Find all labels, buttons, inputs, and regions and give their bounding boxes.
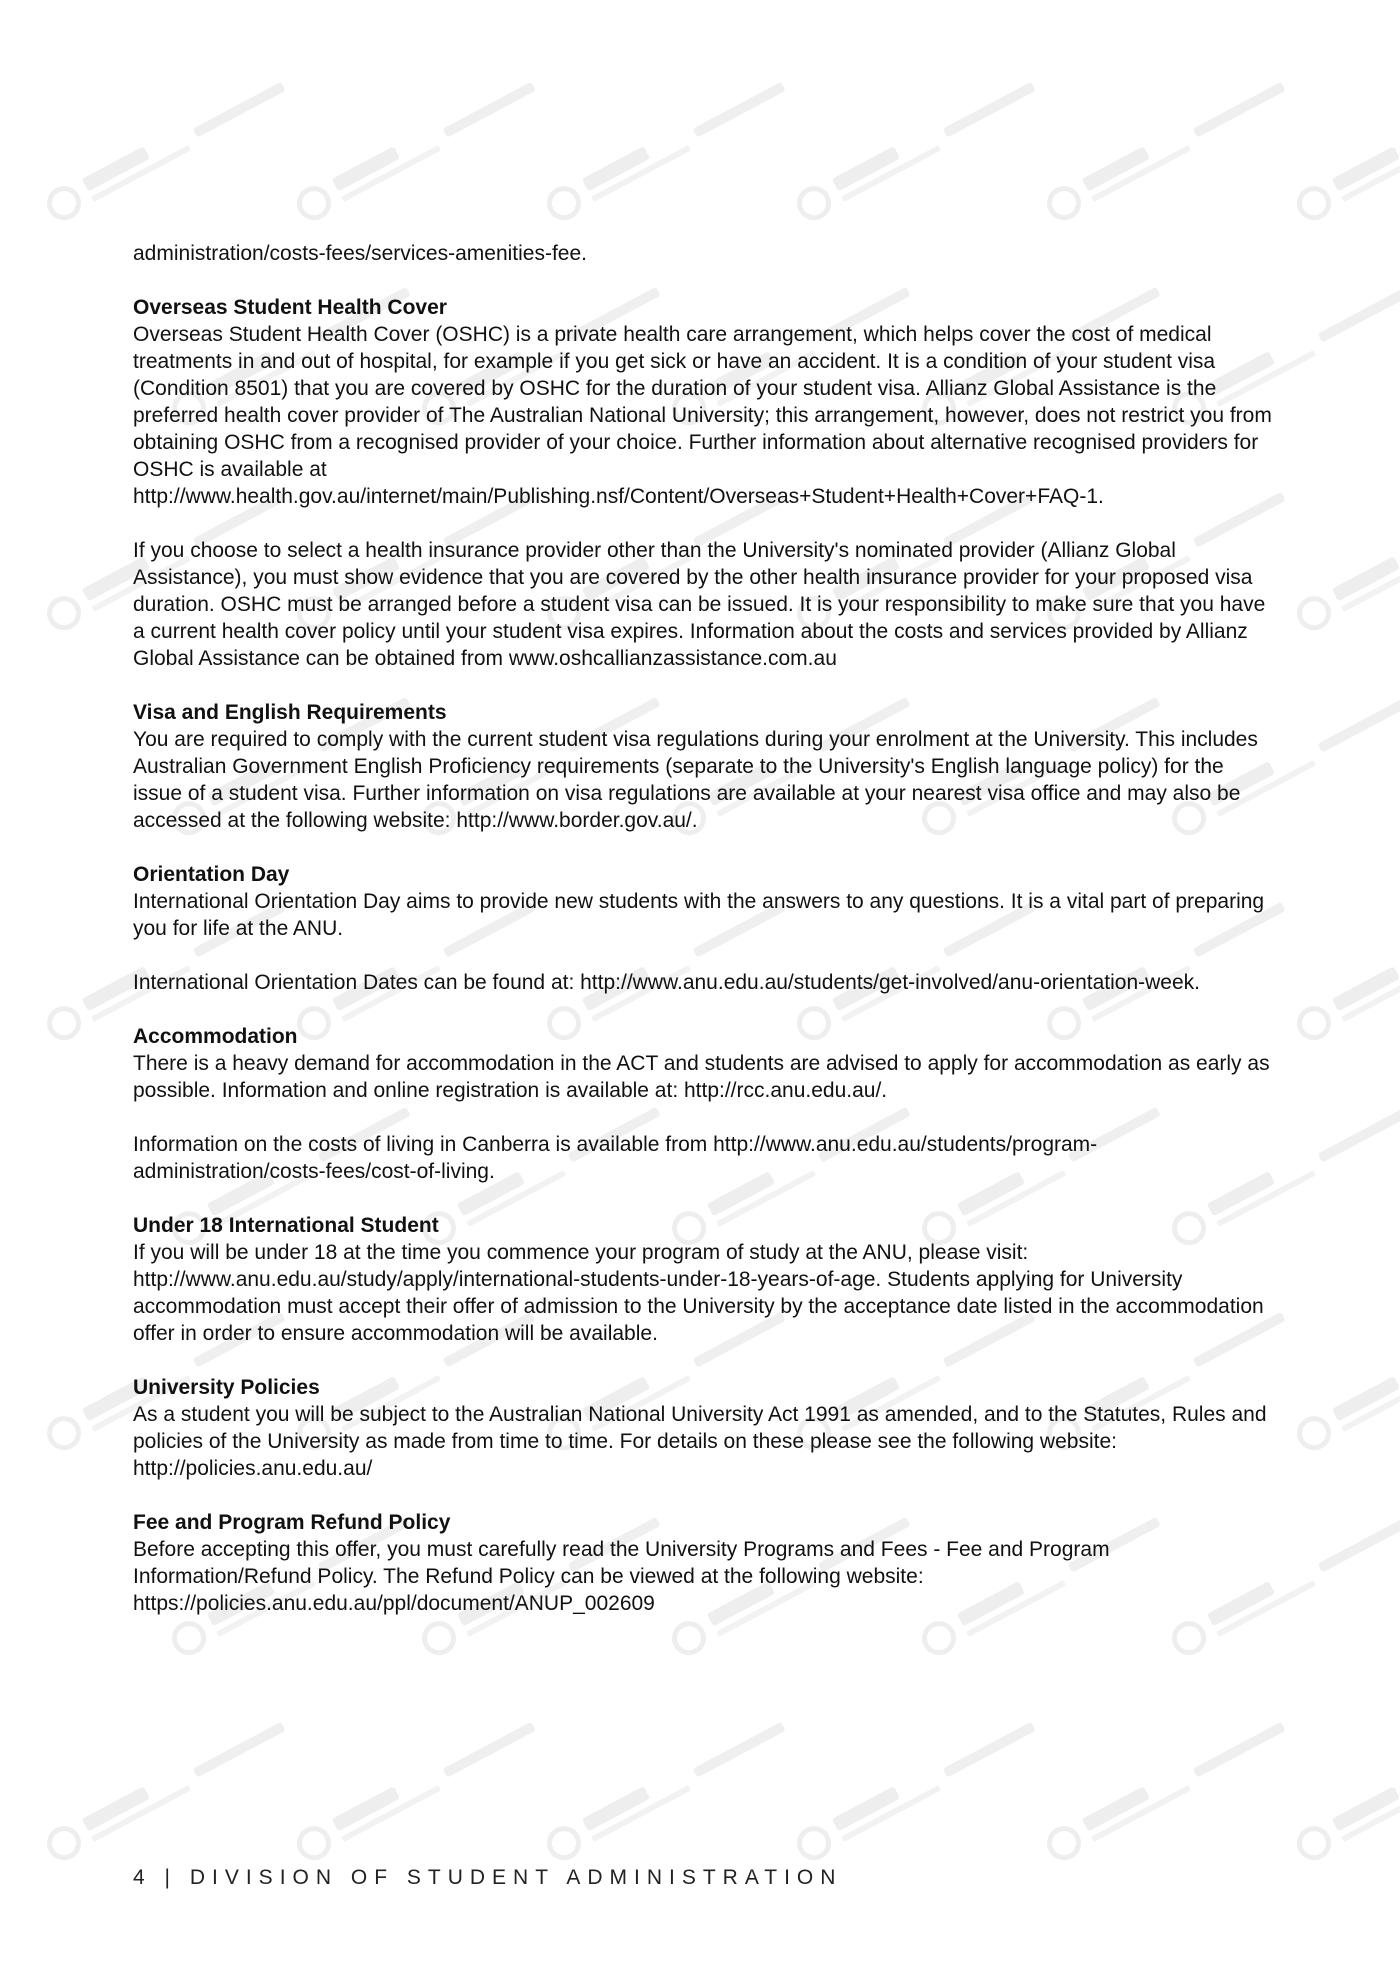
- watermark-text: [942, 75, 1049, 144]
- watermark-logo: [1289, 933, 1400, 1053]
- section-paragraph: If you choose to select a health insurance provider other than the University's nominated provider (Allianz Global Assistance), you must show evidence that you are covered by the other health insurance provider for your proposed visa duration. OSHC must be arranged before a student visa can be issued. It is your responsibility to make sure that you have a current health cover policy until your student visa expires. Information about the costs and services provided by Allianz Global Assistance can be obtained from www.oshcallianzassistance.com.au: [133, 539, 1266, 670]
- section-paragraph: You are required to comply with the current student visa regulations during your enrolment at the University. This includes Australian Government English Proficiency requirements (separate to the University's English language policy) for the issue of a student visa. Further information on visa regulations are available at your nearest visa office and may also be accessed at the following website: http://www.border.gov.au/.: [133, 728, 1258, 832]
- section-heading: Under 18 International Student: [133, 1214, 439, 1237]
- watermark-text: [442, 1715, 549, 1784]
- section: [133, 1212, 1273, 1347]
- section: [133, 294, 1273, 672]
- section: [133, 699, 1273, 834]
- section: [133, 1509, 1273, 1617]
- watermark-text: [1317, 280, 1400, 349]
- footer-division: DIVISION OF STUDENT ADMINISTRATION: [189, 1866, 843, 1889]
- watermark-text: [1317, 690, 1400, 759]
- section-heading: Overseas Student Health Cover: [133, 296, 447, 319]
- section-heading: University Policies: [133, 1376, 320, 1399]
- footer-separator: |: [164, 1866, 177, 1889]
- watermark-logo: [1289, 523, 1400, 643]
- watermark-logo: [789, 1753, 961, 1873]
- section: [133, 861, 1273, 996]
- section-paragraph: Before accepting this offer, you must carefully read the University Programs and Fees - Fee and Program Information/Refund Policy. The Refund Policy can be viewed at the following website: https://policies.anu.edu.au/ppl/document/ANUP_002609: [133, 1538, 1110, 1615]
- watermark-logo: [39, 113, 211, 233]
- watermark-text: [942, 1715, 1049, 1784]
- section-heading: Fee and Program Refund Policy: [133, 1511, 451, 1534]
- watermark-logo: [539, 1753, 711, 1873]
- section-paragraph: International Orientation Day aims to provide new students with the answers to any questions. It is a vital part of preparing you for life at the ANU.: [133, 890, 1265, 940]
- section-heading: Orientation Day: [133, 863, 290, 886]
- section-paragraph: Overseas Student Health Cover (OSHC) is a private health care arrangement, which helps cover the cost of medical treatments in and out of hospital, for example if you get sick or have an accident. It is a condition of your student visa (Condition 8501) that you are covered by OSHC for the duration of your student visa. Allianz Global Assistance is the preferred health cover provider of The Australian National University; this arrangement, however, does not restrict you from obtaining OSHC from a recognised provider of your choice. Further information about alternative recognised providers for OSHC is available at http://www.health.gov.au/internet/main/Publishing.nsf/Content/Overseas+Student+Health+Cover+FAQ-1.: [133, 323, 1272, 508]
- intro-line: administration/costs-fees/services-amenities-fee.: [133, 242, 588, 265]
- watermark-logo: [1289, 113, 1400, 233]
- section-paragraph: If you will be under 18 at the time you commence your program of study at the ANU, please visit: http://www.anu.edu.au/study/apply/international-students-under-18-years-of-age. Students applying for University accommodation must accept their offer of admission to the University by the acceptance date listed in the accommodation offer in order to ensure accommodation will be available.: [133, 1241, 1264, 1345]
- watermark-logo: [289, 113, 461, 233]
- page-number: 4: [133, 1866, 152, 1889]
- watermark-text: [192, 75, 299, 144]
- watermark-text: [192, 1715, 299, 1784]
- watermark-text: [442, 75, 549, 144]
- section: [133, 1374, 1273, 1482]
- section-paragraph: International Orientation Dates can be found at: http://www.anu.edu.au/students/get-involved/anu-orientation-week.: [133, 971, 1201, 994]
- watermark-text: [1192, 75, 1299, 144]
- section-paragraph: There is a heavy demand for accommodation in the ACT and students are advised to apply for accommodation as early as possible. Information and online registration is available at: http://rcc.anu.edu.au/.: [133, 1052, 1270, 1102]
- watermark-logo: [39, 1753, 211, 1873]
- section: [133, 1023, 1273, 1185]
- watermark-text: [692, 75, 799, 144]
- section-paragraph: As a student you will be subject to the Australian National University Act 1991 as amended, and to the Statutes, Rules and policies of the University as made from time to time. For details on these please see the following website: http://policies.anu.edu.au/: [133, 1403, 1267, 1480]
- watermark-text: [692, 1715, 799, 1784]
- watermark-logo: [289, 1753, 461, 1873]
- document-body: [133, 240, 1273, 1644]
- section-paragraph: Information on the costs of living in Canberra is available from http://www.anu.edu.au/students/program-administration/costs-fees/cost-of-living.: [133, 1133, 1098, 1183]
- watermark-logo: [539, 113, 711, 233]
- watermark-logo: [1039, 1753, 1211, 1873]
- watermark-logo: [1039, 113, 1211, 233]
- watermark-text: [1317, 1100, 1400, 1169]
- section-heading: Accommodation: [133, 1025, 298, 1048]
- watermark-logo: [789, 113, 961, 233]
- watermark-logo: [1289, 1753, 1400, 1873]
- sections-container: [133, 294, 1273, 1617]
- page-footer: [133, 1866, 842, 1890]
- watermark-logo: [1289, 1343, 1400, 1463]
- watermark-text: [1317, 1510, 1400, 1579]
- watermark-text: [1192, 1715, 1299, 1784]
- section-heading: Visa and English Requirements: [133, 701, 447, 724]
